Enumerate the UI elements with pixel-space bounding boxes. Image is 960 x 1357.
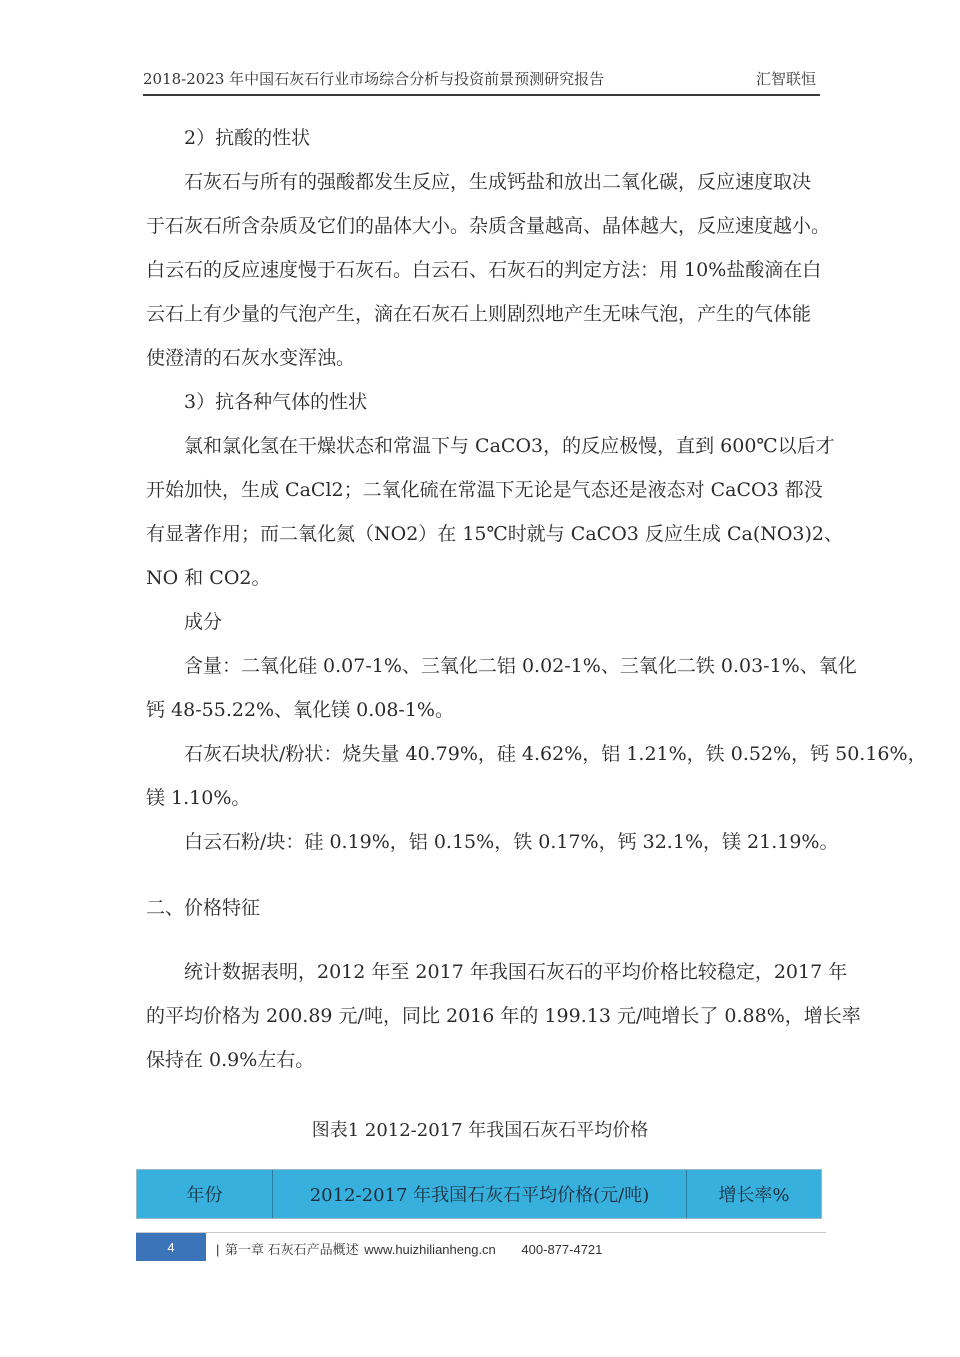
brand-name: 汇智联恒 [755,70,816,88]
footer-phone: 400-877-4721 [521,1242,603,1257]
section-heading-price: 二、价格特征 [146,897,261,919]
table-header-price: 2012-2017 年我国石灰石平均价格(元/吨) [273,1170,687,1218]
paragraph-line: 石灰石块状/粉状：烧失量 40.79%，硅 4.62%，铝 1.21%，铁 0.52%，钙 50.16%， [184,743,927,765]
paragraph-line: 白云石的反应速度慢于石灰石。白云石、石灰石的判定方法：用 10%盐酸滴在白 [146,259,822,281]
figure-caption: 图表1 2012-2017 年我国石灰石平均价格 [311,1120,649,1141]
subheading-gas-resistance: 3）抗各种气体的性状 [184,391,368,413]
paragraph-line: 保持在 0.9%左右。 [146,1049,315,1071]
footer-separator: | [216,1242,220,1257]
footer-chapter: 第一章 石灰石产品概述 [225,1242,359,1257]
page-number: 4 [136,1233,206,1261]
paragraph-line: 钙 48-55.22%、氧化镁 0.08-1%。 [146,699,454,721]
footer-website: www.huizhilianheng.cn [364,1242,496,1257]
paragraph-line: 镁 1.10%。 [146,787,251,809]
footer-divider [136,1232,826,1233]
table-header-growth: 增长率% [718,1185,790,1206]
paragraph-line: 云石上有少量的气泡产生，滴在石灰石上则剧烈地产生无味气泡，产生的气体能 [146,303,812,325]
report-title: 2018-2023 年中国石灰石行业市场综合分析与投资前景预测研究报告 [143,70,605,88]
table-header-year: 年份 [137,1170,273,1218]
paragraph-line: 的平均价格为 200.89 元/吨，同比 2016 年的 199.13 元/吨增长了 0.88%，增长率 [146,1005,861,1027]
subheading-composition: 成分 [184,611,223,633]
paragraph-line: 使澄清的石灰水变浑浊。 [146,347,356,369]
page-header [143,66,820,96]
paragraph-line: 有显著作用；而二氧化氮（NO2）在 15℃时就与 CaCO3 反应生成 Ca(NO3)2、 [146,523,844,545]
paragraph-line: 氯和氯化氢在干燥状态和常温下与 CaCO3，的反应极慢，直到 600℃以后才 [184,435,835,457]
paragraph-line: 开始加快，生成 CaCl2；二氧化硫在常温下无论是气态还是液态对 CaCO3 都没 [146,479,823,501]
price-table-header [136,1169,822,1219]
paragraph-line: 含量：二氧化硅 0.07-1%、三氧化二铝 0.02-1%、三氧化二铁 0.03-1%、氧化 [184,655,857,677]
paragraph-line: 统计数据表明，2012 年至 2017 年我国石灰石的平均价格比较稳定，2017 年 [184,961,848,983]
paragraph-line: NO 和 CO2。 [146,567,271,589]
paragraph-line: 白云石粉/块：硅 0.19%，铝 0.15%，铁 0.17%，钙 32.1%，镁 21.19%。 [184,831,839,853]
paragraph-line: 于石灰石所含杂质及它们的晶体大小。杂质含量越高、晶体越大，反应速度越小。 [146,215,831,237]
paragraph-line: 石灰石与所有的强酸都发生反应，生成钙盐和放出二氧化碳，反应速度取决 [184,171,812,193]
subheading-acid-resistance: 2）抗酸的性状 [184,127,311,149]
page-footer [216,1239,604,1258]
